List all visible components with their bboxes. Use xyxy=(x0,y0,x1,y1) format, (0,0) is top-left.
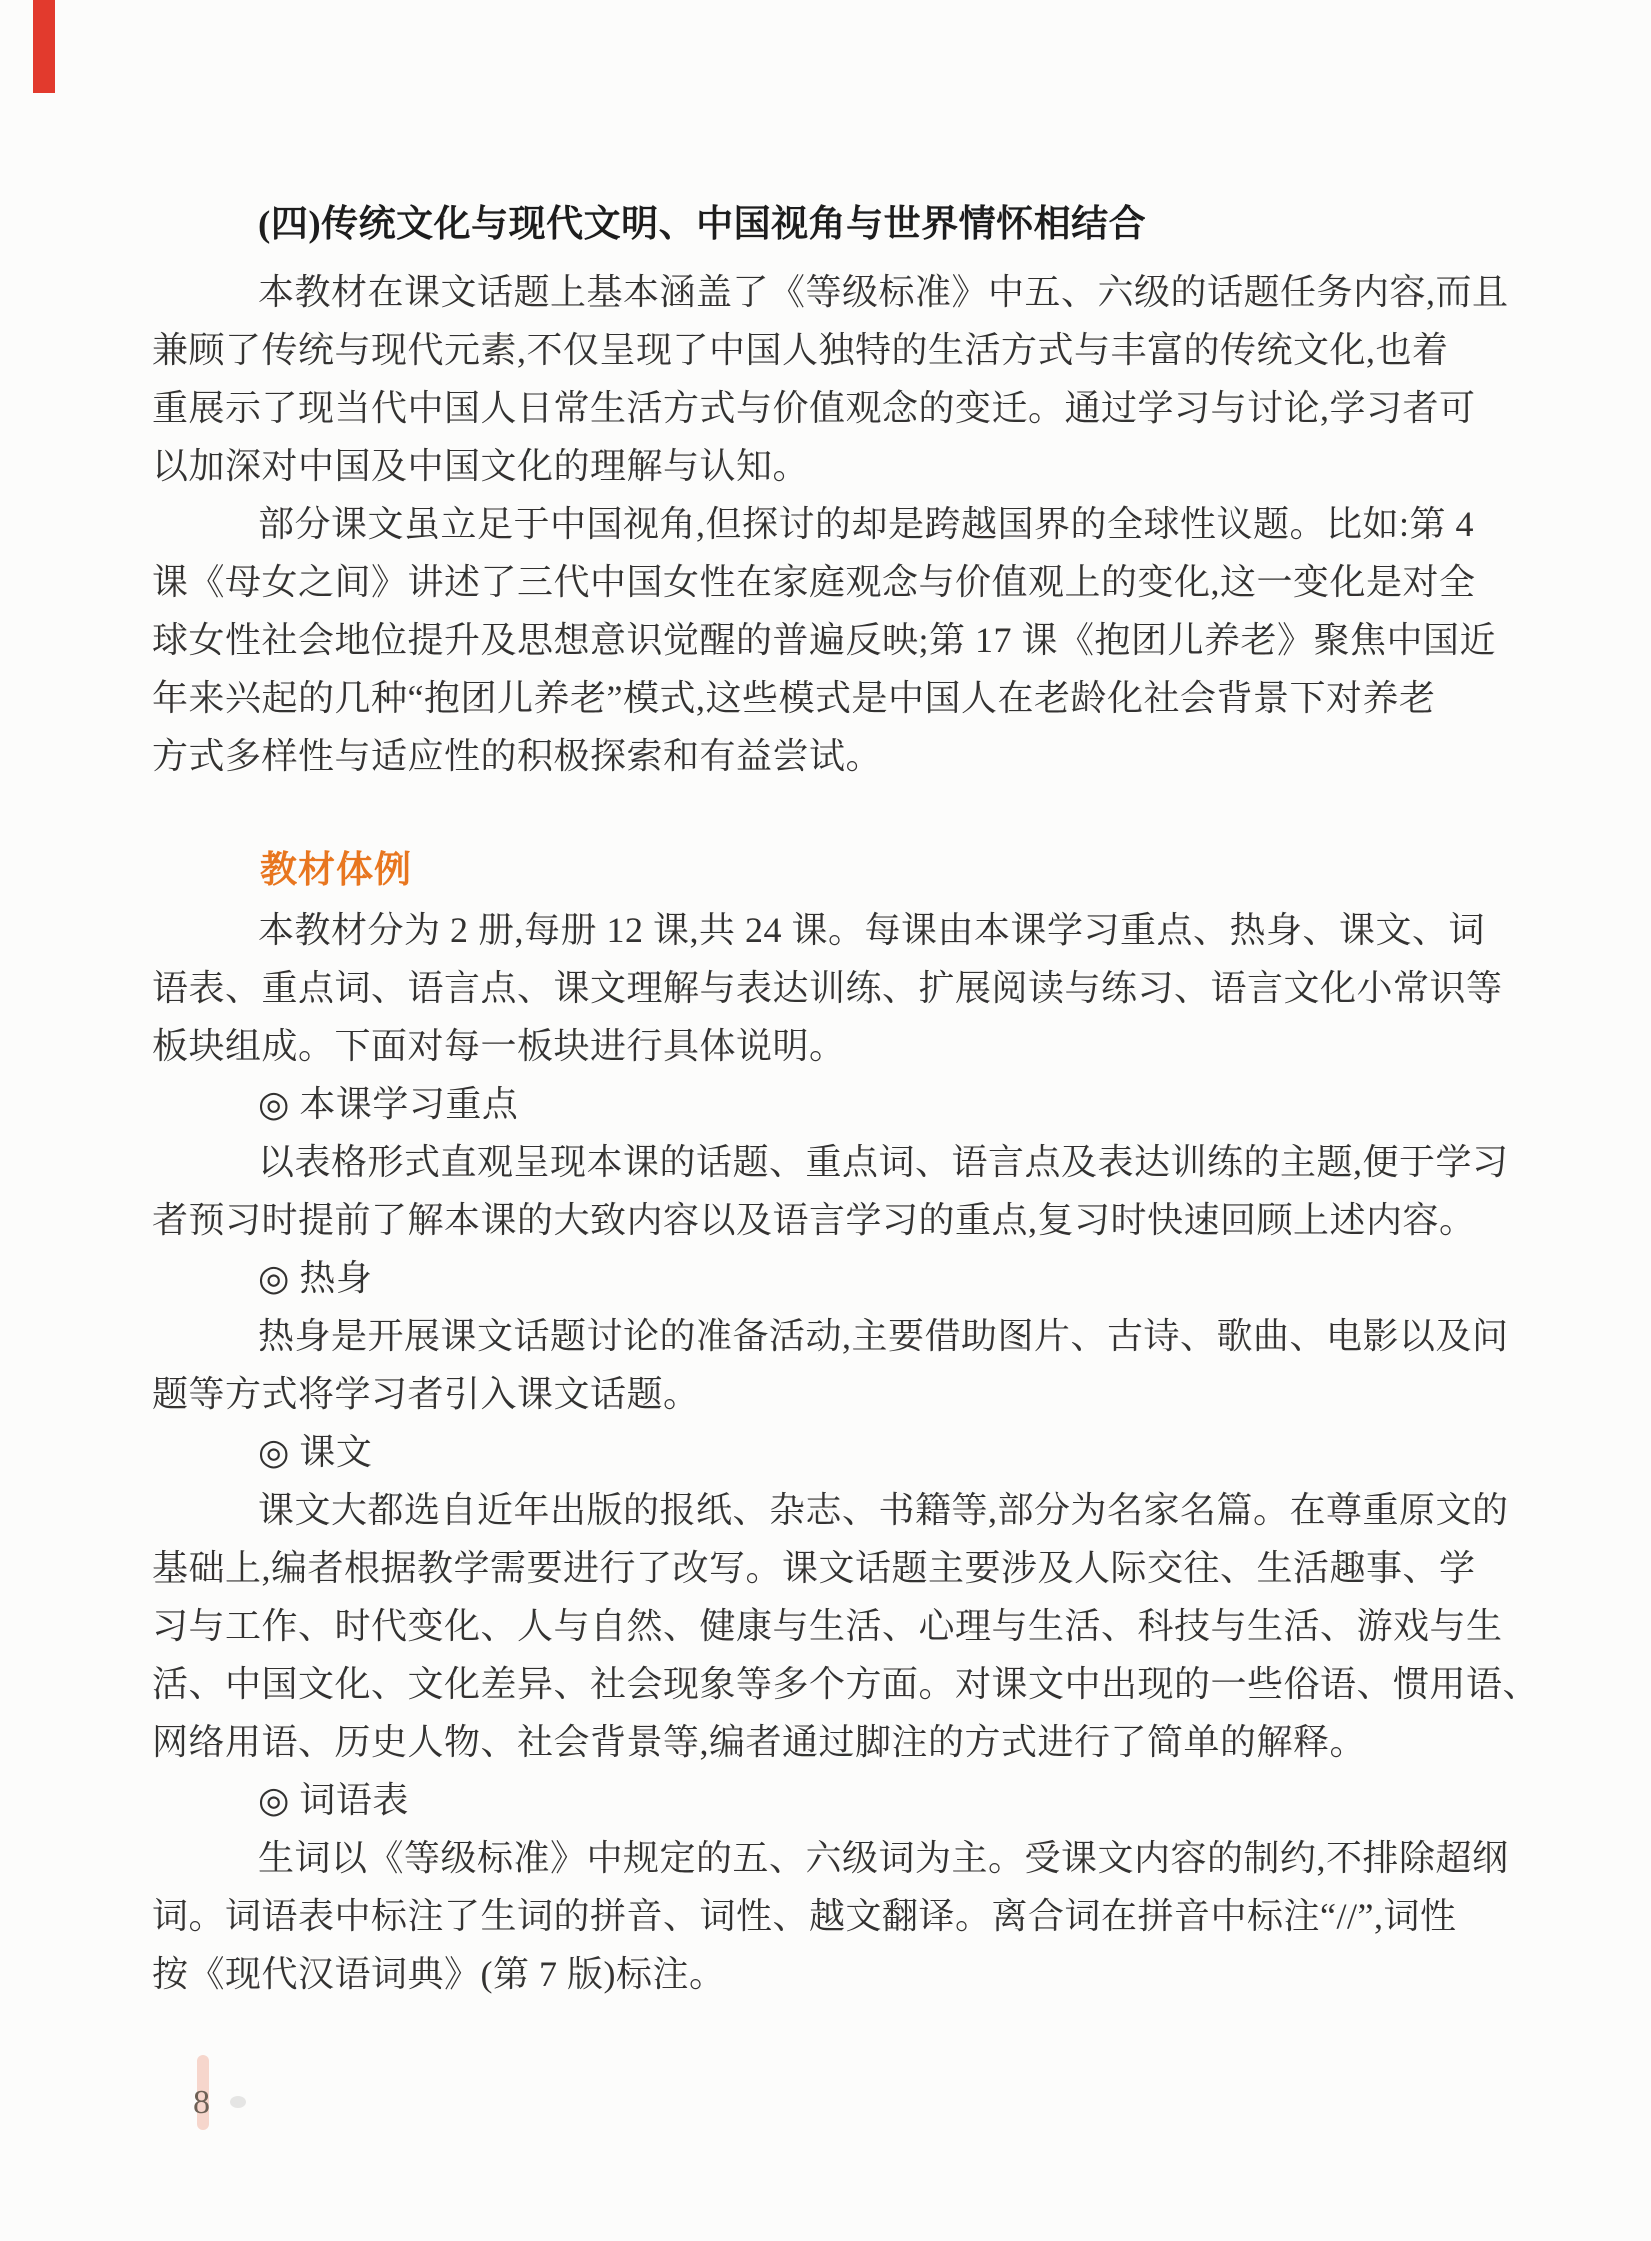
paragraph-line: 本教材在课文话题上基本涵盖了《等级标准》中五、六级的话题任务内容,而且 xyxy=(258,272,1509,312)
section-heading: (四)传统文化与现代文明、中国视角与世界情怀相结合 xyxy=(258,204,1147,245)
page-number: 8 xyxy=(193,2084,210,2121)
bullet-item-title: ◎ 词语表 xyxy=(258,1780,409,1820)
paragraph-line: 部分课文虽立足于中国视角,但探讨的却是跨越国界的全球性议题。比如:第 4 xyxy=(258,504,1475,544)
paragraph-line: 年来兴起的几种“抱团儿养老”模式,这些模式是中国人在老龄化社会背景下对养老 xyxy=(152,678,1436,718)
paragraph-line: 热身是开展课文话题讨论的准备活动,主要借助图片、古诗、歌曲、电影以及问 xyxy=(258,1316,1509,1356)
paragraph-line: 基础上,编者根据教学需要进行了改写。课文话题主要涉及人际交往、生活趣事、学 xyxy=(152,1548,1476,1588)
paragraph-line: 题等方式将学习者引入课文话题。 xyxy=(152,1374,700,1414)
subsection-header: 教材体例 xyxy=(260,850,412,891)
paragraph-line: 课《母女之间》讲述了三代中国女性在家庭观念与价值观上的变化,这一变化是对全 xyxy=(152,562,1476,602)
paragraph-line: 兼顾了传统与现代元素,不仅呈现了中国人独特的生活方式与丰富的传统文化,也着 xyxy=(152,330,1449,370)
paragraph-line: 习与工作、时代变化、人与自然、健康与生活、心理与生活、科技与生活、游戏与生 xyxy=(152,1606,1503,1646)
paragraph-line: 本教材分为 2 册,每册 12 课,共 24 课。每课由本课学习重点、热身、课文、词 xyxy=(258,910,1486,950)
paragraph-line: 语表、重点词、语言点、课文理解与表达训练、扩展阅读与练习、语言文化小常识等 xyxy=(152,968,1503,1008)
paragraph-block-top xyxy=(152,263,1552,785)
paragraph-line: 网络用语、历史人物、社会背景等,编者通过脚注的方式进行了简单的解释。 xyxy=(152,1722,1367,1762)
paragraph-line: 课文大都选自近年出版的报纸、杂志、书籍等,部分为名家名篇。在尊重原文的 xyxy=(258,1490,1509,1530)
paragraph-line: 球女性社会地位提升及思想意识觉醒的普遍反映;第 17 课《抱团儿养老》聚焦中国近 xyxy=(152,620,1497,660)
paragraph-line: 以表格形式直观呈现本课的话题、重点词、语言点及表达训练的主题,便于学习 xyxy=(258,1142,1509,1182)
bullet-item-title: ◎ 热身 xyxy=(258,1258,373,1298)
paragraph-line: 按《现代汉语词典》(第 7 版)标注。 xyxy=(152,1954,726,1994)
paragraph-line: 词。词语表中标注了生词的拼音、词性、越文翻译。离合词在拼音中标注“//”,词性 xyxy=(152,1896,1457,1936)
folio-smudge xyxy=(230,2096,246,2108)
paragraph-block-bottom xyxy=(152,901,1552,2003)
paragraph-line: 者预习时提前了解本课的大致内容以及语言学习的重点,复习时快速回顾上述内容。 xyxy=(152,1200,1476,1240)
paragraph-line: 重展示了现当代中国人日常生活方式与价值观念的变迁。通过学习与讨论,学习者可 xyxy=(152,388,1476,428)
bullet-item-title: ◎ 课文 xyxy=(258,1432,373,1472)
paragraph-line: 以加深对中国及中国文化的理解与认知。 xyxy=(152,446,810,486)
page-edge-red-tab xyxy=(33,0,55,93)
paragraph-line: 板块组成。下面对每一板块进行具体说明。 xyxy=(152,1026,846,1066)
paragraph-line: 生词以《等级标准》中规定的五、六级词为主。受课文内容的制约,不排除超纲 xyxy=(258,1838,1509,1878)
paragraph-line: 方式多样性与适应性的积极探索和有益尝试。 xyxy=(152,736,883,776)
bullet-item-title: ◎ 本课学习重点 xyxy=(258,1084,519,1124)
paragraph-line: 活、中国文化、文化差异、社会现象等多个方面。对课文中出现的一些俗语、惯用语、 xyxy=(152,1664,1540,1704)
